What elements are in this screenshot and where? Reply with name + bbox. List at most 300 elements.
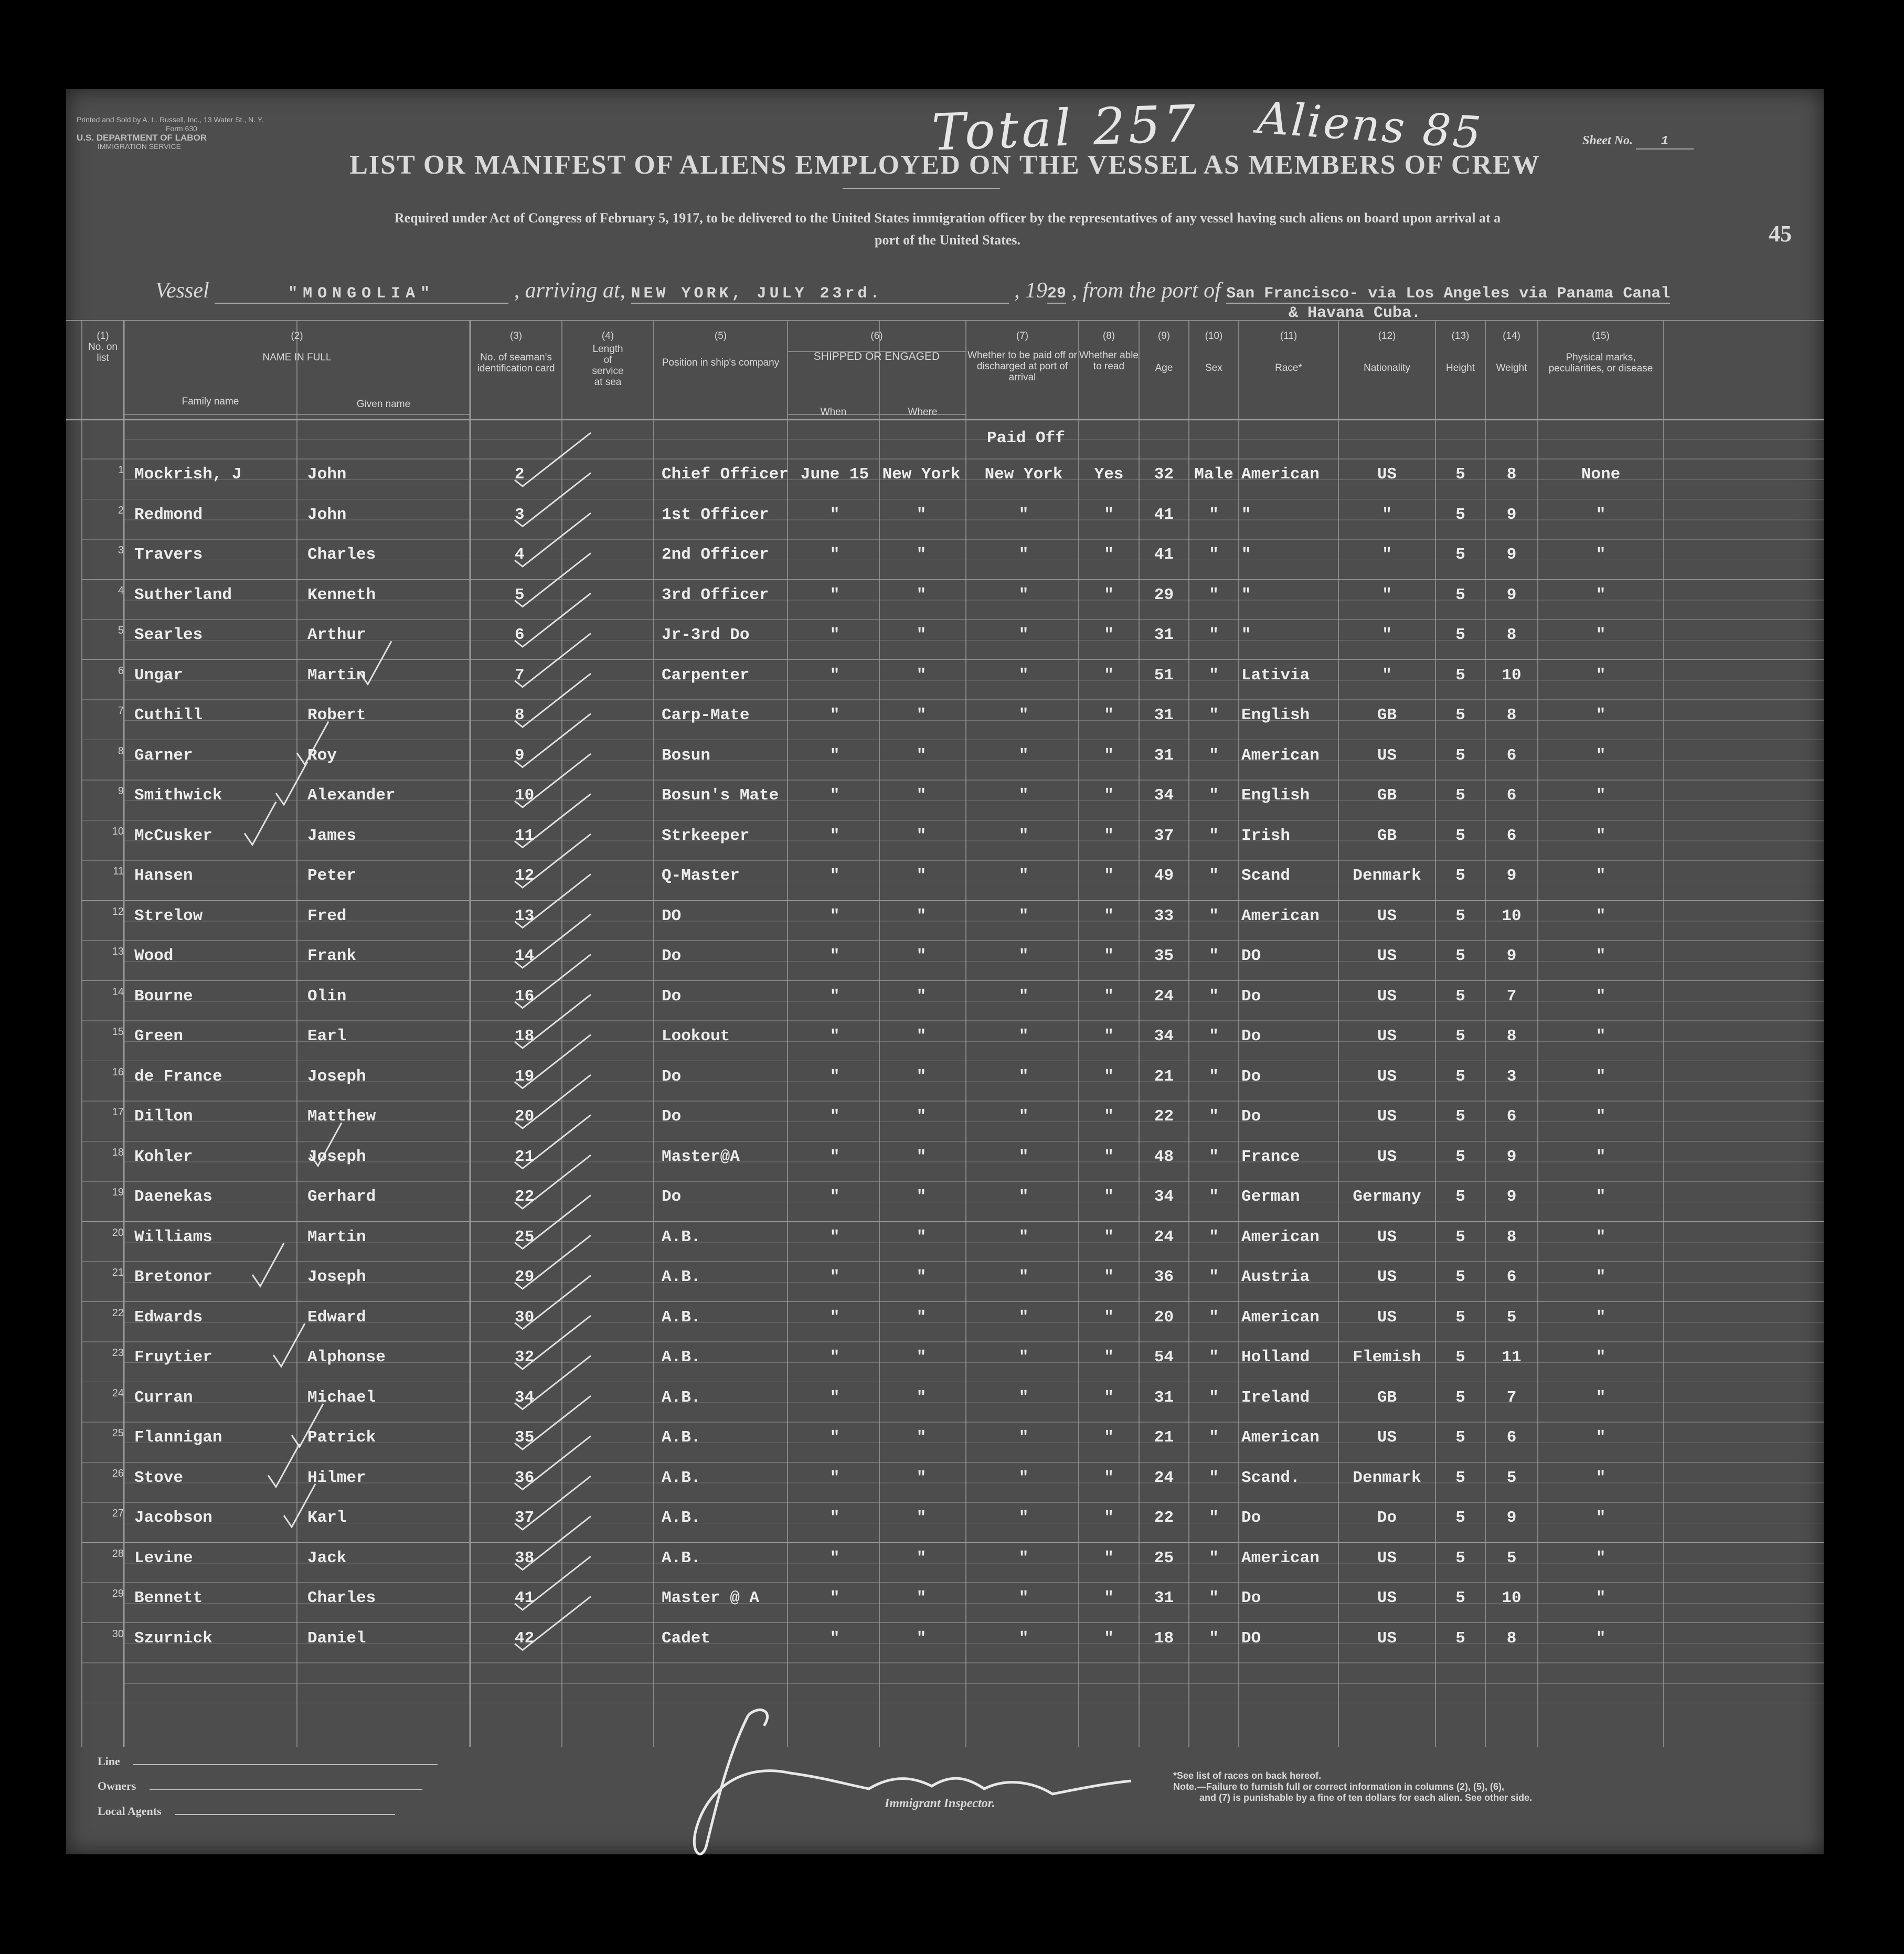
cell-position: DO bbox=[662, 906, 682, 925]
cell-given: Frank bbox=[307, 947, 357, 965]
cell-read: " bbox=[1104, 1027, 1114, 1045]
cell-marks: " bbox=[1595, 546, 1606, 564]
cell-race: German bbox=[1241, 1188, 1300, 1206]
cell-read: " bbox=[1104, 585, 1114, 604]
sheet-number-label: Sheet No. bbox=[1582, 134, 1633, 147]
cell-height: 5 bbox=[1455, 1509, 1465, 1527]
cell-where: " bbox=[916, 1629, 927, 1648]
cell-given: James bbox=[307, 826, 357, 845]
sheet-number bbox=[1582, 134, 1694, 150]
cell-position: Strkeeper bbox=[662, 826, 750, 845]
cell-height: 5 bbox=[1455, 1468, 1465, 1487]
cell-height: 5 bbox=[1455, 546, 1465, 564]
col-6-header bbox=[788, 330, 966, 362]
cell-when: " bbox=[829, 1268, 840, 1286]
cell-weight: 8 bbox=[1506, 626, 1517, 644]
cell-card: 14 bbox=[515, 947, 535, 965]
handwritten-total: Total 257 bbox=[931, 94, 1200, 162]
cell-height: 5 bbox=[1455, 1428, 1465, 1447]
cell-read: " bbox=[1104, 1107, 1114, 1126]
vessel-label: Vessel bbox=[155, 279, 209, 303]
cell-height: 5 bbox=[1455, 706, 1465, 724]
cell-paid: " bbox=[1018, 626, 1029, 644]
col-9-number: (9) bbox=[1157, 330, 1171, 341]
cell-where: " bbox=[916, 947, 927, 965]
cell-marks: " bbox=[1595, 1188, 1606, 1206]
cell-where: " bbox=[916, 1348, 927, 1366]
cell-marks: " bbox=[1595, 1147, 1606, 1166]
where-header: Where bbox=[908, 407, 938, 418]
cell-position: Cadet bbox=[662, 1629, 711, 1648]
cell-where: " bbox=[916, 746, 927, 765]
footer-note bbox=[1173, 1770, 1698, 1803]
cell-where: " bbox=[916, 786, 927, 805]
col-11-header bbox=[1239, 330, 1338, 373]
col-10-number: (10) bbox=[1205, 330, 1223, 341]
cell-sex: " bbox=[1209, 666, 1219, 685]
cell-sex: " bbox=[1209, 706, 1219, 724]
cell-height: 5 bbox=[1455, 1549, 1465, 1567]
cell-card: 36 bbox=[515, 1468, 535, 1487]
cell-marks: " bbox=[1595, 746, 1606, 765]
cell-age: 22 bbox=[1154, 1107, 1174, 1126]
cell-position: Jr-3rd Do bbox=[662, 626, 750, 644]
cell-card: 42 bbox=[515, 1629, 535, 1648]
cell-height: 5 bbox=[1455, 746, 1465, 765]
cell-read: " bbox=[1104, 947, 1114, 965]
cell-height: 5 bbox=[1455, 666, 1465, 685]
cell-sex: " bbox=[1209, 1468, 1219, 1487]
cell-nat: GB bbox=[1377, 786, 1397, 805]
cell-race: Scand. bbox=[1241, 1468, 1300, 1487]
cell-position: A.B. bbox=[662, 1509, 701, 1527]
cell-paid: " bbox=[1018, 1188, 1029, 1206]
cell-card: 22 bbox=[515, 1188, 535, 1206]
cell-weight: 6 bbox=[1506, 786, 1517, 805]
cell-given: Earl bbox=[307, 1027, 347, 1045]
cell-when: " bbox=[829, 1227, 840, 1246]
cell-position: Master@A bbox=[662, 1147, 740, 1166]
cell-read: " bbox=[1104, 1188, 1114, 1206]
cell-card: 20 bbox=[515, 1107, 535, 1126]
cell-sex: " bbox=[1209, 1107, 1219, 1126]
cell-family: McCusker bbox=[134, 826, 212, 845]
cell-age: 31 bbox=[1154, 1589, 1174, 1607]
cell-race: DO bbox=[1241, 1629, 1261, 1648]
cell-height: 5 bbox=[1455, 1629, 1465, 1648]
cell-where: " bbox=[916, 1549, 927, 1567]
cell-when: " bbox=[829, 1067, 840, 1086]
cell-height: 5 bbox=[1455, 465, 1465, 484]
agents-blank bbox=[175, 1814, 395, 1815]
cell-race: American bbox=[1241, 1227, 1320, 1246]
cell-when: June 15 bbox=[800, 465, 869, 484]
cell-no: 1 bbox=[118, 464, 124, 476]
col-9-header bbox=[1139, 330, 1189, 373]
cell-height: 5 bbox=[1455, 626, 1465, 644]
cell-weight: 6 bbox=[1506, 826, 1517, 845]
cell-nat: Denmark bbox=[1353, 867, 1421, 885]
arriving-label: , arriving at, bbox=[514, 279, 625, 303]
cell-nat: US bbox=[1377, 906, 1397, 925]
cell-weight: 6 bbox=[1506, 746, 1517, 765]
cell-no: 5 bbox=[118, 625, 124, 636]
cell-sex: " bbox=[1209, 786, 1219, 805]
cell-family: Daenekas bbox=[134, 1188, 212, 1206]
cell-given: Joseph bbox=[307, 1268, 366, 1286]
cell-read: " bbox=[1104, 1268, 1114, 1286]
page-number: 45 bbox=[1769, 221, 1792, 247]
cell-card: 34 bbox=[515, 1388, 535, 1407]
col-14-number: (14) bbox=[1503, 330, 1520, 341]
cell-nat: US bbox=[1377, 1629, 1397, 1648]
col-13-label: Height bbox=[1446, 362, 1475, 373]
cell-weight: 6 bbox=[1506, 1107, 1517, 1126]
cell-paid: " bbox=[1018, 746, 1029, 765]
owners-blank bbox=[150, 1789, 422, 1790]
cell-height: 5 bbox=[1455, 826, 1465, 845]
cell-nat: Denmark bbox=[1353, 1468, 1421, 1487]
cell-when: " bbox=[829, 826, 840, 845]
cell-race: " bbox=[1241, 505, 1251, 524]
cell-nat: US bbox=[1377, 465, 1397, 484]
cell-position: Q-Master bbox=[662, 867, 740, 885]
cell-position: Chief Officer bbox=[662, 465, 789, 484]
col-2-number: (2) bbox=[291, 330, 303, 341]
cell-card: 19 bbox=[515, 1067, 535, 1086]
cell-read: " bbox=[1104, 867, 1114, 885]
col-5-label: Position in ship's company bbox=[662, 357, 780, 368]
cell-weight: 8 bbox=[1506, 465, 1517, 484]
footer-line bbox=[98, 1755, 438, 1768]
cell-when: " bbox=[829, 1107, 840, 1126]
col-7-header bbox=[966, 330, 1079, 383]
handwritten-aliens: Aliens 85 bbox=[1256, 92, 1485, 159]
cell-race: Austria bbox=[1241, 1268, 1310, 1286]
page-title: LIST OR MANIFEST OF ALIENS EMPLOYED ON THE VESSEL AS MEMBERS OF CREW bbox=[349, 150, 1540, 180]
cell-when: " bbox=[829, 546, 840, 564]
cell-sex: Male bbox=[1194, 465, 1233, 484]
col-9-label: Age bbox=[1155, 362, 1173, 373]
cell-given: Daniel bbox=[307, 1629, 366, 1648]
cell-race: American bbox=[1241, 906, 1320, 925]
cell-card: 6 bbox=[515, 626, 525, 644]
cell-age: 33 bbox=[1154, 906, 1174, 925]
cell-height: 5 bbox=[1455, 1268, 1465, 1286]
cell-age: 24 bbox=[1154, 1227, 1174, 1246]
cell-where: " bbox=[916, 906, 927, 925]
cell-read: " bbox=[1104, 706, 1114, 724]
cell-sex: " bbox=[1209, 1227, 1219, 1246]
col-4-number: (4) bbox=[601, 330, 614, 341]
cell-when: " bbox=[829, 1589, 840, 1607]
cell-family: Ungar bbox=[134, 666, 184, 685]
cell-given: Edward bbox=[307, 1308, 366, 1327]
cell-card: 7 bbox=[515, 666, 525, 685]
cell-card: 30 bbox=[515, 1308, 535, 1327]
cell-read: " bbox=[1104, 1147, 1114, 1166]
cell-when: " bbox=[829, 1549, 840, 1567]
cell-marks: " bbox=[1595, 1067, 1606, 1086]
cell-where: " bbox=[916, 1268, 927, 1286]
cell-sex: " bbox=[1209, 1188, 1219, 1206]
cell-paid: New York bbox=[984, 465, 1063, 484]
cell-position: Do bbox=[662, 1188, 682, 1206]
cell-sex: " bbox=[1209, 947, 1219, 965]
cell-position: 2nd Officer bbox=[662, 546, 769, 564]
cell-given: Patrick bbox=[307, 1428, 376, 1447]
cell-nat: Flemish bbox=[1353, 1348, 1421, 1366]
cell-no: 30 bbox=[112, 1628, 124, 1640]
cell-age: 24 bbox=[1154, 1468, 1174, 1487]
cell-race: " bbox=[1241, 546, 1251, 564]
cell-position: Lookout bbox=[662, 1027, 730, 1045]
cell-age: 36 bbox=[1154, 1268, 1174, 1286]
cell-given: Joseph bbox=[307, 1147, 366, 1166]
cell-weight: 5 bbox=[1506, 1468, 1517, 1487]
cell-weight: 9 bbox=[1506, 546, 1517, 564]
cell-no: 21 bbox=[112, 1267, 124, 1278]
cell-nat: " bbox=[1382, 546, 1392, 564]
cell-paid: " bbox=[1018, 1509, 1029, 1527]
cell-where: " bbox=[916, 1107, 927, 1126]
cell-marks: " bbox=[1595, 1227, 1606, 1246]
cell-marks: " bbox=[1595, 1107, 1606, 1126]
cell-when: " bbox=[829, 505, 840, 524]
cell-nat: " bbox=[1382, 666, 1392, 685]
col-2-label: NAME IN FULL bbox=[262, 352, 332, 363]
manifest-sheet bbox=[66, 89, 1824, 1854]
cell-no: 23 bbox=[112, 1347, 124, 1359]
cell-race: Do bbox=[1241, 1509, 1261, 1527]
cell-family: Flannigan bbox=[134, 1428, 222, 1447]
cell-age: 41 bbox=[1154, 505, 1174, 524]
cell-no: 20 bbox=[112, 1226, 124, 1238]
inspector-signature bbox=[669, 1694, 1142, 1862]
cell-family: Levine bbox=[134, 1549, 193, 1567]
cell-sex: " bbox=[1209, 505, 1219, 524]
col-12-label: Nationality bbox=[1364, 362, 1410, 373]
cell-marks: " bbox=[1595, 1468, 1606, 1487]
cell-no: 19 bbox=[112, 1187, 124, 1198]
note-penalty-1: Note.—Failure to furnish full or correct information in columns (2), (5), (6), bbox=[1173, 1781, 1505, 1792]
cell-when: " bbox=[829, 1147, 840, 1166]
cell-paid: " bbox=[1018, 1388, 1029, 1407]
cell-where: " bbox=[916, 1468, 927, 1487]
cell-given: Jack bbox=[307, 1549, 347, 1567]
cell-card: 38 bbox=[515, 1549, 535, 1567]
cell-age: 54 bbox=[1154, 1348, 1174, 1366]
cell-paid: " bbox=[1018, 1348, 1029, 1366]
line-label: Line bbox=[98, 1755, 120, 1768]
cell-position: Do bbox=[662, 987, 682, 1006]
cell-family: Sutherland bbox=[134, 585, 232, 604]
cell-sex: " bbox=[1209, 867, 1219, 885]
cell-given: Fred bbox=[307, 906, 347, 925]
cell-age: 21 bbox=[1154, 1428, 1174, 1447]
sheet-number-value: 1 bbox=[1636, 134, 1694, 150]
requirement-text bbox=[140, 207, 1756, 251]
service-name: IMMIGRATION SERVICE bbox=[98, 142, 181, 151]
cell-age: 37 bbox=[1154, 826, 1174, 845]
cell-age: 41 bbox=[1154, 546, 1174, 564]
cell-paid: " bbox=[1018, 1629, 1029, 1648]
cell-where: " bbox=[916, 826, 927, 845]
col-10-label: Sex bbox=[1205, 362, 1222, 373]
cell-no: 25 bbox=[112, 1427, 124, 1439]
port-continued: & Havana Cuba. bbox=[1289, 304, 1421, 322]
cell-where: " bbox=[916, 867, 927, 885]
cell-where: " bbox=[916, 1227, 927, 1246]
cell-card: 2 bbox=[515, 465, 525, 484]
cell-marks: " bbox=[1595, 1268, 1606, 1286]
cell-age: 18 bbox=[1154, 1629, 1174, 1648]
cell-age: 31 bbox=[1154, 626, 1174, 644]
cell-sex: " bbox=[1209, 546, 1219, 564]
cell-read: " bbox=[1104, 546, 1114, 564]
owners-label: Owners bbox=[98, 1779, 136, 1792]
cell-position: A.B. bbox=[662, 1468, 701, 1487]
col-1-header bbox=[82, 330, 124, 364]
cell-family: Szurnick bbox=[134, 1629, 212, 1648]
cell-nat: " bbox=[1382, 585, 1392, 604]
cell-read: " bbox=[1104, 786, 1114, 805]
cell-read: " bbox=[1104, 987, 1114, 1006]
cell-nat: US bbox=[1377, 1589, 1397, 1607]
cell-read: " bbox=[1104, 1509, 1114, 1527]
cell-no: 24 bbox=[112, 1387, 124, 1399]
cell-race: Do bbox=[1241, 1107, 1261, 1126]
cell-weight: 8 bbox=[1506, 1027, 1517, 1045]
cell-read: Yes bbox=[1094, 465, 1124, 484]
cell-height: 5 bbox=[1455, 585, 1465, 604]
cell-age: 21 bbox=[1154, 1067, 1174, 1086]
col-3-label: No. of seaman's identification card bbox=[477, 352, 555, 374]
footer-owners bbox=[98, 1779, 422, 1793]
cell-given: Peter bbox=[307, 867, 357, 885]
cell-where: " bbox=[916, 706, 927, 724]
cell-sex: " bbox=[1209, 1067, 1219, 1086]
cell-weight: 9 bbox=[1506, 1188, 1517, 1206]
cell-sex: " bbox=[1209, 1268, 1219, 1286]
cell-age: 32 bbox=[1154, 465, 1174, 484]
cell-weight: 9 bbox=[1506, 585, 1517, 604]
cell-card: 41 bbox=[515, 1589, 535, 1607]
cell-race: Do bbox=[1241, 1027, 1261, 1045]
cell-where: " bbox=[916, 505, 927, 524]
cell-marks: " bbox=[1595, 987, 1606, 1006]
cell-weight: 9 bbox=[1506, 947, 1517, 965]
cell-position: A.B. bbox=[662, 1428, 701, 1447]
cell-paid: " bbox=[1018, 867, 1029, 885]
cell-marks: " bbox=[1595, 1348, 1606, 1366]
cell-height: 5 bbox=[1455, 1107, 1465, 1126]
cell-position: Master @ A bbox=[662, 1589, 760, 1607]
cell-sex: " bbox=[1209, 826, 1219, 845]
cell-weight: 9 bbox=[1506, 1509, 1517, 1527]
col-1-label: No. on list bbox=[88, 341, 118, 364]
col-1-number: (1) bbox=[97, 330, 109, 341]
col-8-label: Whether able to read bbox=[1079, 350, 1139, 372]
cell-position: A.B. bbox=[662, 1348, 701, 1366]
cell-marks: " bbox=[1595, 1509, 1606, 1527]
cell-card: 10 bbox=[515, 786, 535, 805]
cell-when: " bbox=[829, 1027, 840, 1045]
vessel-name: "MONGOLIA" bbox=[215, 285, 508, 304]
cell-card: 29 bbox=[515, 1268, 535, 1286]
cell-no: 10 bbox=[112, 825, 124, 837]
cell-weight: 9 bbox=[1506, 505, 1517, 524]
cell-family: Redmond bbox=[134, 505, 203, 524]
cell-weight: 10 bbox=[1502, 906, 1522, 925]
cell-given: Alexander bbox=[307, 786, 396, 805]
cell-no: 3 bbox=[118, 544, 124, 556]
cell-no: 16 bbox=[112, 1066, 124, 1078]
cell-read: " bbox=[1104, 746, 1114, 765]
cell-where: " bbox=[916, 1308, 927, 1327]
cell-race: American bbox=[1241, 1549, 1320, 1567]
cell-race: Do bbox=[1241, 987, 1261, 1006]
cell-card: 21 bbox=[515, 1147, 535, 1166]
cell-marks: " bbox=[1595, 867, 1606, 885]
requirement-line-1: Required under Act of Congress of February 5, 1917, to be delivered to the United States immigration officer by the representatives of any vessel having such aliens on board upon arrival at a bbox=[394, 210, 1501, 226]
cell-position: Do bbox=[662, 947, 682, 965]
cell-height: 5 bbox=[1455, 1188, 1465, 1206]
cell-sex: " bbox=[1209, 585, 1219, 604]
cell-age: 34 bbox=[1154, 786, 1174, 805]
col-13-header bbox=[1435, 330, 1485, 373]
cell-sex: " bbox=[1209, 1629, 1219, 1648]
cell-where: " bbox=[916, 1067, 927, 1086]
cell-age: 51 bbox=[1154, 666, 1174, 685]
cell-weight: 3 bbox=[1506, 1067, 1517, 1086]
cell-where: " bbox=[916, 1589, 927, 1607]
cell-nat: " bbox=[1382, 505, 1392, 524]
cell-when: " bbox=[829, 1348, 840, 1366]
cell-paid: " bbox=[1018, 1067, 1029, 1086]
cell-card: 32 bbox=[515, 1348, 535, 1366]
cell-paid: " bbox=[1018, 1147, 1029, 1166]
cell-race: Ireland bbox=[1241, 1388, 1310, 1407]
col-3-header bbox=[470, 330, 562, 374]
cell-given: Alphonse bbox=[307, 1348, 386, 1366]
cell-when: " bbox=[829, 947, 840, 965]
line-blank bbox=[133, 1764, 438, 1765]
cell-read: " bbox=[1104, 1468, 1114, 1487]
cell-paid: " bbox=[1018, 1468, 1029, 1487]
cell-age: 31 bbox=[1154, 706, 1174, 724]
cell-family: Curran bbox=[134, 1388, 193, 1407]
cell-family: Wood bbox=[134, 947, 174, 965]
cell-race: Lativia bbox=[1241, 666, 1310, 685]
col-4-label: Length of service at sea bbox=[592, 344, 624, 388]
cell-nat: US bbox=[1377, 947, 1397, 965]
cell-age: 20 bbox=[1154, 1308, 1174, 1327]
note-races: *See list of races on back hereof. bbox=[1173, 1770, 1322, 1781]
cell-when: " bbox=[829, 626, 840, 644]
cell-where: " bbox=[916, 546, 927, 564]
cell-sex: " bbox=[1209, 987, 1219, 1006]
cell-marks: " bbox=[1595, 505, 1606, 524]
cell-when: " bbox=[829, 1629, 840, 1648]
cell-height: 5 bbox=[1455, 906, 1465, 925]
cell-read: " bbox=[1104, 1348, 1114, 1366]
cell-given: Michael bbox=[307, 1388, 376, 1407]
cell-race: Holland bbox=[1241, 1348, 1310, 1366]
cell-position: A.B. bbox=[662, 1388, 701, 1407]
cell-age: 34 bbox=[1154, 1188, 1174, 1206]
cell-family: Green bbox=[134, 1027, 184, 1045]
